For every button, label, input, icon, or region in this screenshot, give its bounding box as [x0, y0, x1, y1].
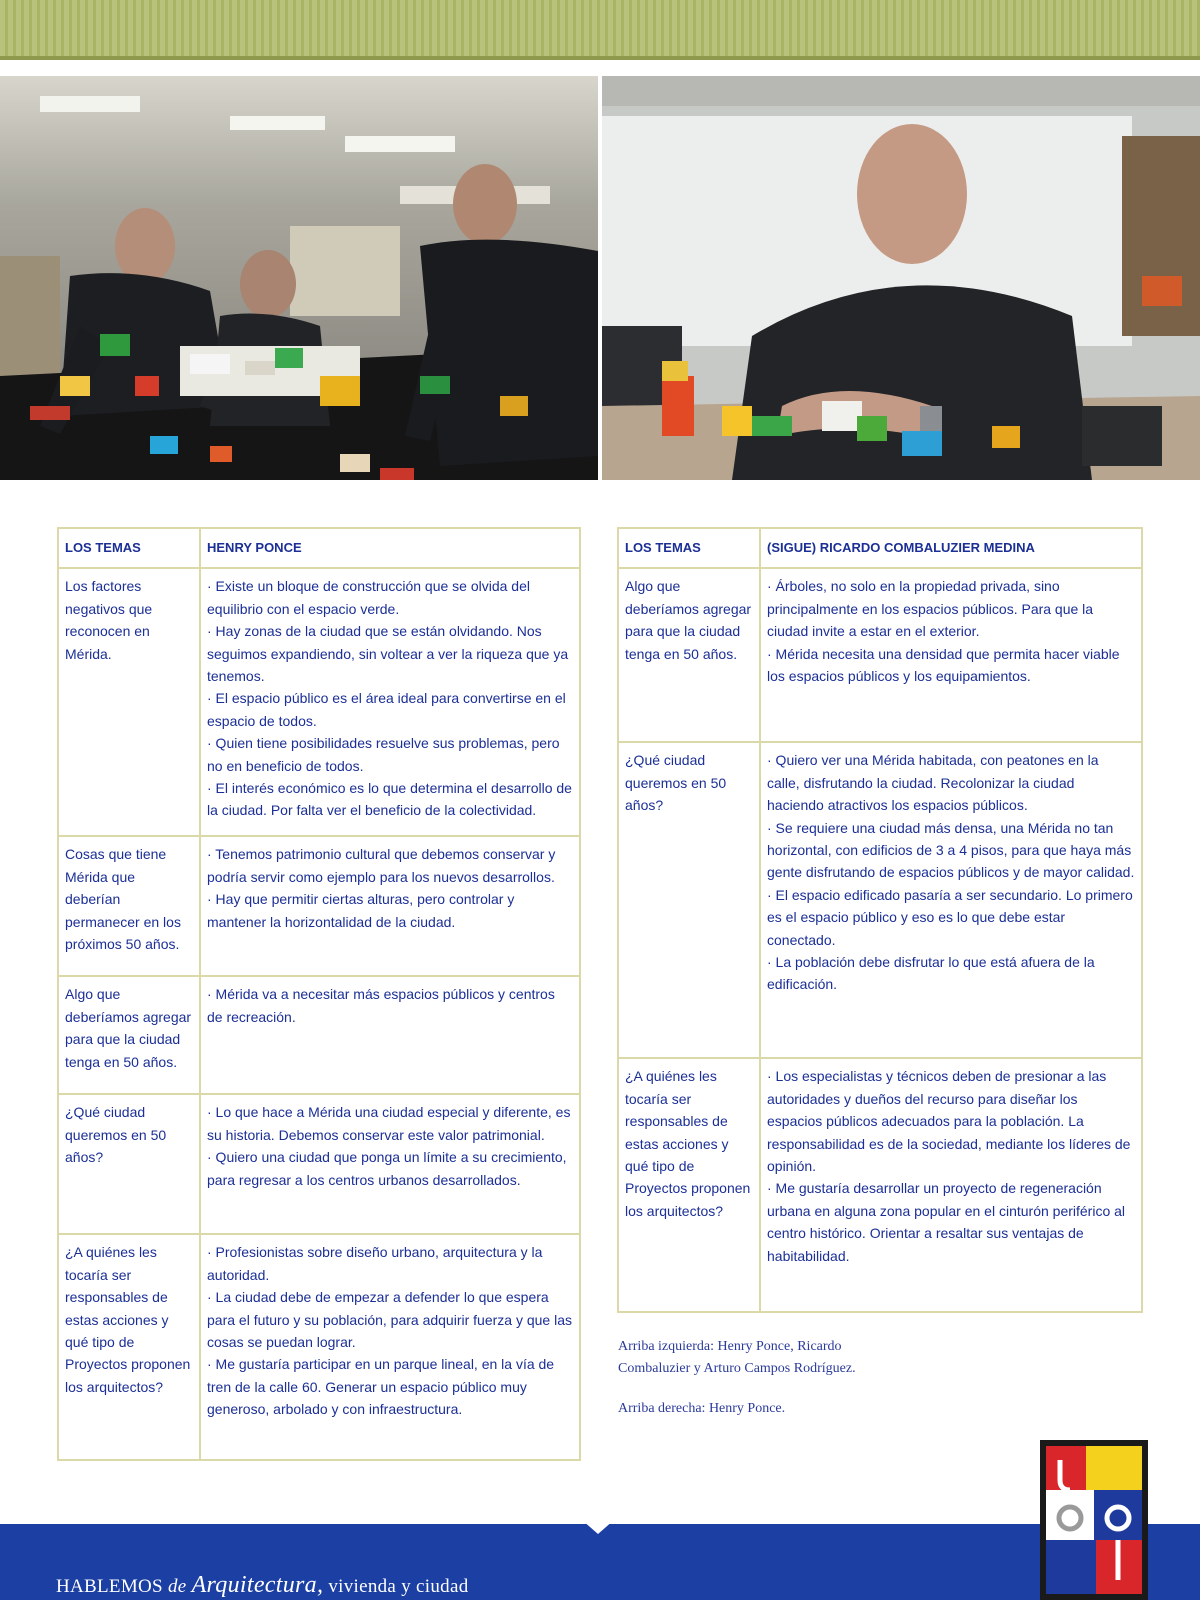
table-row — [618, 1058, 1142, 1312]
photo-captions — [618, 1336, 858, 1438]
answer-line: · Existe un bloque de construcción que se olvida del equilibrio con el espacio verde. — [207, 578, 530, 617]
row-topic: ¿A quiénes les tocaría ser responsables de estas acciones y qué tipo de Proyectos proponen los arquitectos? — [58, 1234, 200, 1460]
footer-notch — [582, 1520, 614, 1534]
caption-left-photo: Arriba izquierda: Henry Ponce, Ricardo Combaluzier y Arturo Campos Rodríguez. — [618, 1339, 856, 1376]
table-row — [58, 976, 580, 1094]
row-answer — [200, 1234, 580, 1460]
column-header-interviewee: (SIGUE) RICARDO COMBALUZIER MEDINA — [760, 528, 1142, 568]
answer-line: · Me gustaría participar en un parque lineal, en la vía de tren de la calle 60. Generar un espacio público muy generoso, arbolado y con infraestructura. — [207, 1356, 555, 1418]
row-topic: ¿A quiénes les tocaría ser responsables de estas acciones y qué tipo de Proyectos proponen los arquitectos? — [618, 1058, 760, 1312]
table-row — [58, 1234, 580, 1460]
answer-line: · El espacio edificado pasaría a ser secundario. Lo primero es el espacio público y eso es lo que debe estar conectado. — [767, 886, 1133, 948]
row-answer — [760, 1058, 1142, 1312]
table-row — [618, 568, 1142, 742]
table-row — [58, 836, 580, 976]
row-answer — [200, 836, 580, 976]
answer-line: · Quiero ver una Mérida habitada, con peatones en la calle, disfrutando la ciudad. Recolonizar la ciudad haciendo atractivos los espacios públicos. — [767, 752, 1099, 814]
row-topic: ¿Qué ciudad queremos en 50 años? — [618, 742, 760, 1058]
answer-line: · Lo que hace a Mérida una ciudad especial y diferente, es su historia. Debemos conservar este valor patrimonial. — [207, 1104, 571, 1143]
row-topic: Los factores negativos que reconocen en Mérida. — [58, 568, 200, 836]
answer-line: · Hay zonas de la ciudad que se están olvidando. Nos seguimos expandiendo, sin voltear a ver la riqueza que ya tenemos. — [207, 623, 569, 685]
row-topic: Algo que deberíamos agregar para que la ciudad tenga en 50 años. — [58, 976, 200, 1094]
photo-right — [602, 76, 1200, 480]
answer-line: · Me gustaría desarrollar un proyecto de regeneración urbana en alguna zona popular en el cinturón periférico al centro histórico. Orientar a resaltar sus ventajas de habitabilidad. — [767, 1180, 1126, 1264]
answer-line: · Se requiere una ciudad más densa, una Mérida no tan horizontal, con edificios de 3 a 4 pisos, para que haya más gente disfrutando de espacios públicos y de mayor calidad. — [767, 819, 1135, 881]
row-answer — [200, 1094, 580, 1234]
table-row — [58, 568, 580, 836]
row-answer — [200, 976, 580, 1094]
photo-henry-ponce — [602, 76, 1200, 480]
caption-right-photo: Arriba derecha: Henry Ponce. — [618, 1401, 786, 1416]
column-header-topics: LOS TEMAS — [58, 528, 200, 568]
logo-icon — [1040, 1440, 1148, 1600]
answer-line: · El espacio público es el área ideal para convertirse en el espacio de todos. — [207, 690, 566, 729]
answer-line: · El interés económico es lo que determina el desarrollo de la ciudad. Por falta ver el beneficio de la colectividad. — [207, 780, 572, 819]
brand-word-arquitectura: Arquitectura, — [191, 1572, 324, 1598]
row-topic: Algo que deberíamos agregar para que la ciudad tenga en 50 años. — [618, 568, 760, 742]
magazine-logo — [1040, 1440, 1148, 1600]
answer-line: · Mérida va a necesitar más espacios públicos y centros de recreación. — [207, 986, 555, 1025]
answer-line: · Mérida necesita una densidad que permita hacer viable los espacios públicos y los equipamientos. — [767, 645, 1120, 685]
footer-brand — [56, 1572, 469, 1599]
row-topic: Cosas que tiene Mérida que deberían permanecer en los próximos 50 años. — [58, 836, 200, 976]
brand-word-hablemos: HABLEMOS — [56, 1576, 163, 1597]
row-answer — [200, 568, 580, 836]
table-row — [58, 1094, 580, 1234]
row-answer — [760, 568, 1142, 742]
interview-table-henry-ponce — [57, 527, 581, 1461]
answer-line: · Los especialistas y técnicos deben de presionar a las autoridades y dueños del recurso para diseñar los espacios públicos adecuados para la población. La responsabilidad es de la sociedad, mediante los líderes de opinión. — [767, 1068, 1131, 1175]
column-header-topics: LOS TEMAS — [618, 528, 760, 568]
answer-line: · Quiero una ciudad que ponga un límite a su crecimiento, para regresar a los centros urbanos desarrollados. — [207, 1149, 567, 1188]
table-row — [618, 742, 1142, 1058]
photo-architects-model — [0, 76, 598, 480]
table-header-row — [58, 528, 580, 568]
answer-line: · Tenemos patrimonio cultural que debemos conservar y podría servir como ejemplo para los nuevos desarrollos. — [207, 846, 556, 885]
row-topic: ¿Qué ciudad queremos en 50 años? — [58, 1094, 200, 1234]
answer-line: · La población debe disfrutar lo que está afuera de la edificación. — [767, 954, 1095, 993]
row-answer — [760, 742, 1142, 1058]
answer-line: · Profesionistas sobre diseño urbano, arquitectura y la autoridad. — [207, 1244, 543, 1283]
column-header-interviewee: HENRY PONCE — [200, 528, 580, 568]
top-decorative-band — [0, 0, 1200, 56]
brand-word-vivienda: vivienda y ciudad — [328, 1576, 469, 1597]
answer-line: · La ciudad debe de empezar a defender lo que espera para el futuro y su población, para adquirir fuerza y que las cosas se puedan lograr. — [207, 1289, 572, 1351]
top-rule — [0, 56, 1200, 60]
table-header-row — [618, 528, 1142, 568]
answer-line: · Quien tiene posibilidades resuelve sus problemas, pero no en beneficio de todos. — [207, 735, 560, 774]
brand-word-de: de — [167, 1576, 187, 1597]
answer-line: · Árboles, no solo en la propiedad privada, sino principalmente en los espacios públicos. Para que la ciudad invite a estar en el exterior. — [767, 578, 1094, 640]
interview-table-ricardo-combaluzier — [617, 527, 1143, 1313]
photo-left — [0, 76, 598, 480]
answer-line: · Hay que permitir ciertas alturas, pero controlar y mantener la horizontalidad de la ciudad. — [207, 891, 515, 930]
